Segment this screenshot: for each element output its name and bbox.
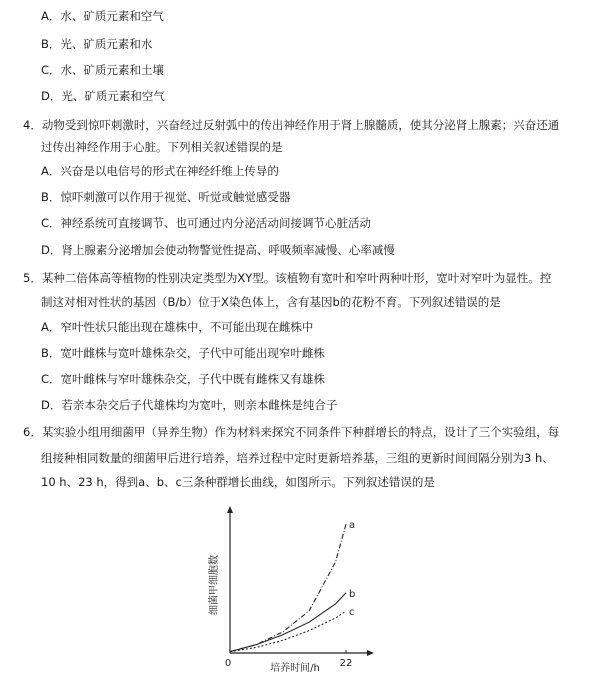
curve-b bbox=[230, 593, 346, 652]
q4-stem-line2: 过传出神经作用于心脏。下列相关叙述错误的是 bbox=[41, 140, 283, 154]
q5-option-b: B．宽叶雌株与宽叶雄株杂交，子代中可能出现窄叶雌株 bbox=[41, 346, 325, 360]
x-axis-label: 培养时间/h bbox=[270, 663, 320, 674]
q5-option-c: C．宽叶雌株与窄叶雄株杂交，子代中既有雌株又有雄株 bbox=[41, 372, 326, 386]
curves-group bbox=[230, 524, 346, 651]
curve-labels-group bbox=[349, 520, 355, 618]
q4-option-c: C．神经系统可直接调节、也可通过内分泌活动间接调节心脏活动 bbox=[41, 216, 372, 230]
q4-stem-line1: 4．动物受到惊吓刺激时，兴奋经过反射弧中的传出神经作用于肾上腺髓质，使其分泌肾上腺素；兴奋还通 bbox=[23, 118, 560, 132]
curve-label-b: b bbox=[349, 588, 356, 600]
q5-stem-line1: 5．某种二倍体高等植物的性别决定类型为XY型。该植物有宽叶和窄叶两种叶形，宽叶对窄叶为显性。控 bbox=[23, 271, 552, 285]
q6-stem-line1: 6．某实验小组用细菌甲（异养生物）作为材料来探究不同条件下种群增长的特点，设计了三个实验组，每 bbox=[23, 425, 560, 439]
q5-stem-line2: 制这对相对性状的基因（B/b）位于X染色体上，含有基因b的花粉不育。下列叙述错误的是 bbox=[41, 295, 501, 309]
y-axis-arrow bbox=[227, 506, 233, 513]
q6-stem-line3: 10 h、23 h，得到a、b、c三条种群增长曲线，如图所示。下列叙述错误的是 bbox=[41, 475, 435, 489]
q6-stem-line2: 组接种相同数量的细菌甲后进行培养，培养过程中定时更新培养基，三组的更新时间间隔分别为3 h、 bbox=[41, 451, 554, 465]
curve-label-c: c bbox=[349, 607, 355, 618]
q3-option-c: C．水、矿质元素和土壤 bbox=[41, 63, 165, 77]
x-tick-label: 0 bbox=[224, 658, 232, 669]
q5-option-a: A．窄叶性状只能出现在雄株中，不可能出现在雌株中 bbox=[41, 320, 314, 334]
growth-curve-svg bbox=[195, 505, 375, 685]
q4-option-a: A．兴奋是以电信号的形式在神经纤维上传导的 bbox=[41, 164, 279, 178]
x-tick-label: 22 bbox=[339, 658, 353, 669]
q4-option-b: B．惊吓刺激可以作用于视觉、听觉或触觉感受器 bbox=[41, 190, 291, 204]
growth-curve-chart bbox=[195, 505, 375, 689]
y-axis-label: 细菌甲细胞数 bbox=[209, 555, 220, 615]
curve-c bbox=[230, 611, 346, 652]
q3-option-b: B．光、矿质元素和水 bbox=[41, 37, 153, 51]
q3-option-d: D．光、矿质元素和空气 bbox=[41, 89, 165, 103]
q3-option-a: A．水、矿质元素和空气 bbox=[41, 9, 164, 23]
q4-option-d: D．肾上腺素分泌增加会使动物警觉性提高、呼吸频率减慢、心率减慢 bbox=[41, 243, 395, 257]
x-axis-arrow bbox=[367, 650, 374, 656]
curve-label-a: a bbox=[349, 520, 356, 532]
q5-option-d: D．若亲本杂交后子代雄株均为宽叶，则亲本雌株是纯合子 bbox=[41, 398, 338, 412]
